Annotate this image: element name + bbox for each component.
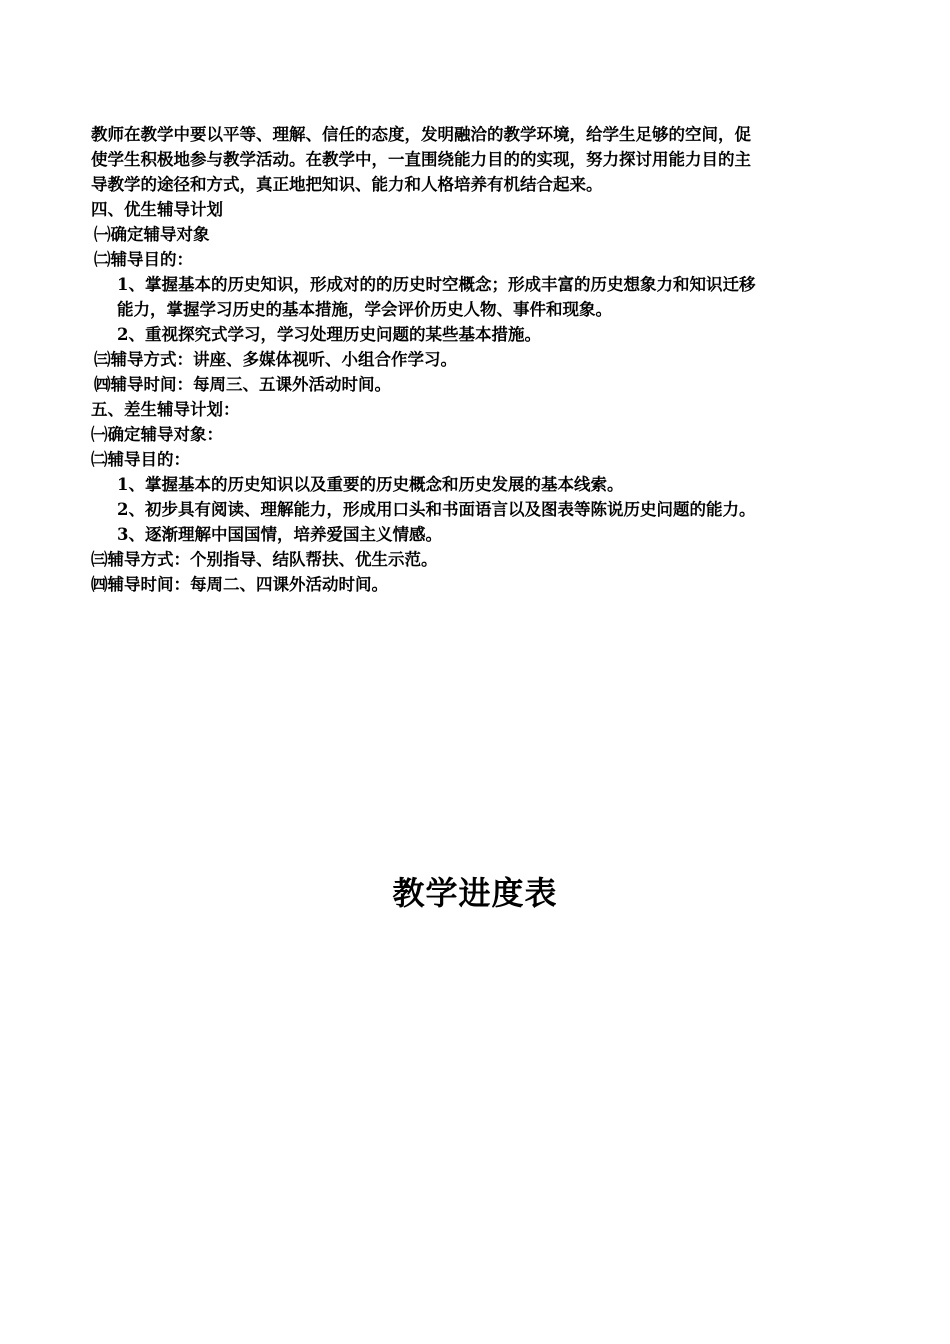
intro-paragraph xyxy=(91,122,869,197)
section-heading: 四、优生辅导计划 xyxy=(91,200,223,219)
page-title: 教学进度表 xyxy=(392,874,558,912)
section-weak-students xyxy=(91,397,869,597)
section-excellent-students xyxy=(91,197,869,397)
list-item: ㈢辅导方式：讲座、多媒体视听、小组合作学习。 xyxy=(94,350,457,369)
intro-line: 导教学的途径和方式，真正地把知识、能力和人格培养有机结合起来。 xyxy=(91,175,603,194)
document-body xyxy=(91,122,869,597)
list-item: ㈢辅导方式：个别指导、结队帮扶、优生示范。 xyxy=(91,550,438,569)
list-item: ㈣辅导时间：每周三、五课外活动时间。 xyxy=(94,375,391,394)
goal-item: 1、掌握基本的历史知识，形成对的的历史时空概念；形成丰富的历史想象力和知识迁移 xyxy=(117,275,756,294)
goal-item: 2、重视探究式学习，学习处理历史问题的某些基本措施。 xyxy=(117,325,541,344)
intro-line: 使学生积极地参与教学活动。在教学中，一直围绕能力目的的实现，努力探讨用能力目的主 xyxy=(91,150,751,169)
goal-item-continued: 能力，掌握学习历史的基本措施，学会评价历史人物、事件和现象。 xyxy=(117,300,612,319)
list-item: ㈠确定辅导对象 xyxy=(94,225,210,244)
intro-line: 教师在教学中要以平等、理解、信任的态度，发明融洽的教学环境，给学生足够的空间，促 xyxy=(91,125,751,144)
list-item: ㈡辅导目的： xyxy=(91,450,190,469)
goal-item: 1、掌握基本的历史知识以及重要的历史概念和历史发展的基本线索。 xyxy=(117,475,624,494)
list-item: ㈣辅导时间：每周二、四课外活动时间。 xyxy=(91,575,388,594)
goal-item: 2、初步具有阅读、理解能力，形成用口头和书面语言以及图表等陈说历史问题的能力。 xyxy=(117,500,756,519)
section-heading: 五、差生辅导计划： xyxy=(91,400,240,419)
goal-item: 3、逐渐理解中国国情，培养爱国主义情感。 xyxy=(117,525,442,544)
list-item: ㈡辅导目的： xyxy=(94,250,193,269)
list-item: ㈠确定辅导对象： xyxy=(91,425,223,444)
